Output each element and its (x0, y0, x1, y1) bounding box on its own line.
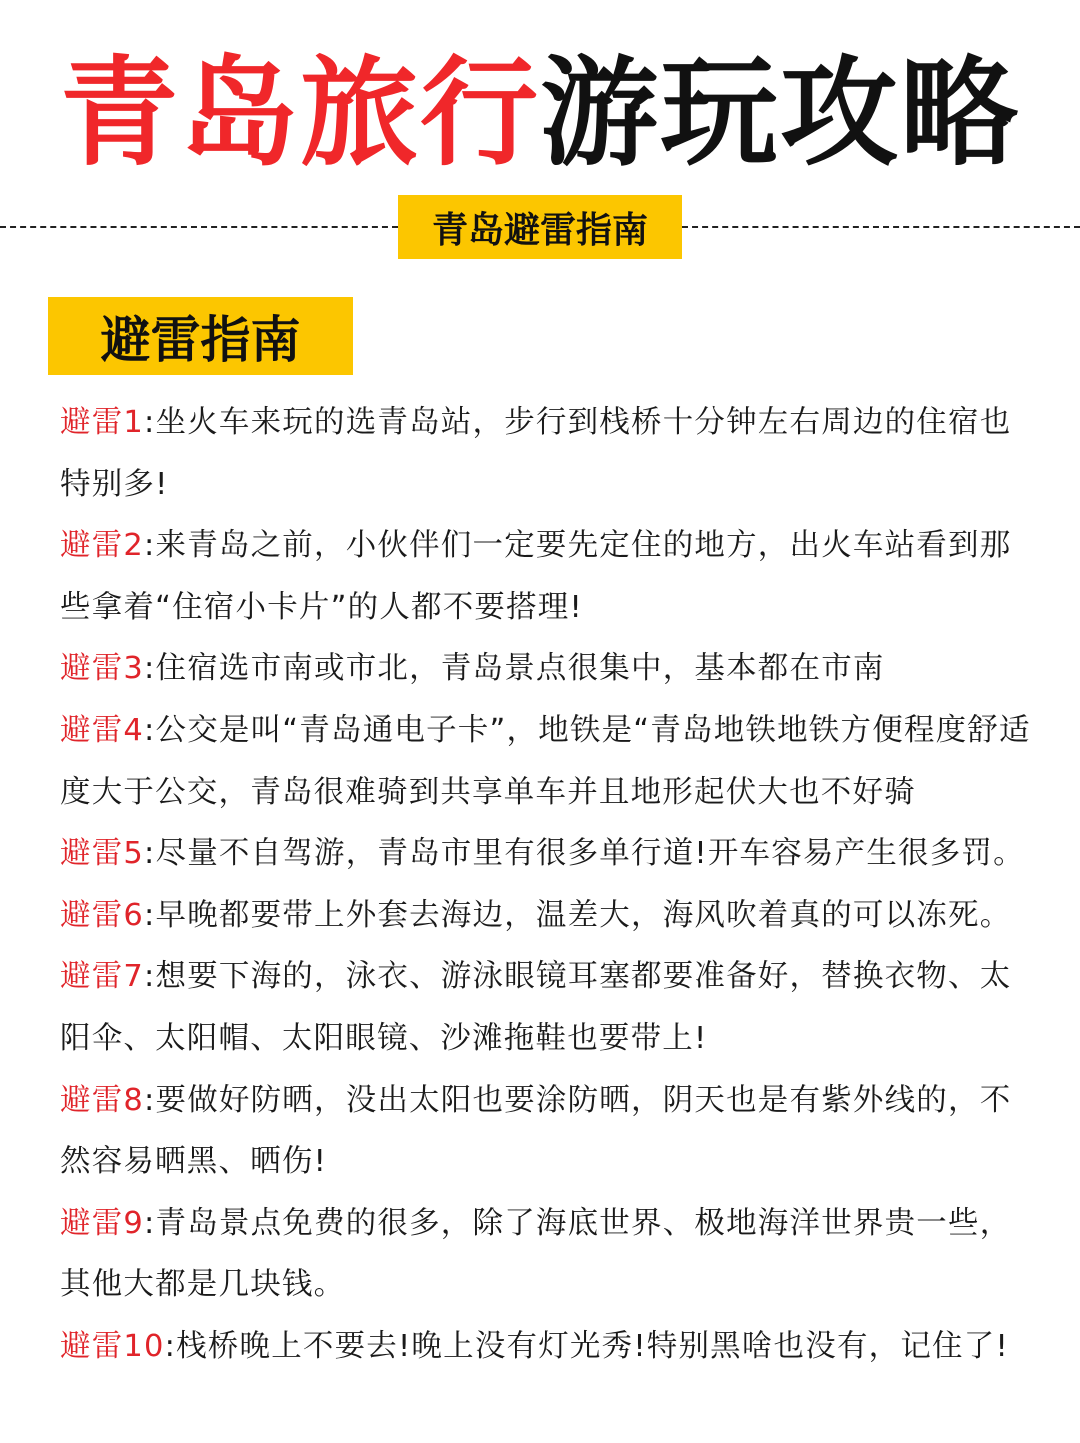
tip-label: 避雷9 (60, 1205, 145, 1241)
tip-text: :公交是叫“青岛通电子卡”，地铁是“青岛地铁地铁方便程度舒适度大于公交，青岛很难骑到共享单车并且地形起伏大也不好骑 (60, 712, 1031, 810)
subtitle-text: 青岛避雷指南 (431, 209, 648, 251)
section-heading-text: 避雷指南 (100, 311, 301, 369)
tip-item (60, 392, 1035, 515)
tip-item (60, 885, 1035, 947)
page-title (0, 44, 1080, 182)
tip-text: :青岛景点免费的很多，除了海底世界、极地海洋世界贵一些，其他大都是几块钱。 (60, 1205, 1012, 1303)
tip-text: :想要下海的，泳衣、游泳眼镜耳塞都要准备好，替换衣物、太阳伞、太阳帽、太阳眼镜、沙滩拖鞋也要带上! (60, 959, 1012, 1056)
tip-item (60, 1193, 1035, 1316)
tip-text: :要做好防晒，没出太阳也要涂防晒，阴天也是有紫外线的，不然容易晒黑、晒伤! (60, 1082, 1012, 1180)
divider-left (0, 226, 398, 228)
tip-text: :来青岛之前，小伙伴们一定要先定住的地方，出火车站看到那些拿着“住宿小卡片”的人都不要搭理! (60, 528, 1012, 625)
subtitle-banner (398, 195, 682, 259)
tip-item (60, 700, 1035, 823)
tip-label: 避雷1 (60, 405, 145, 440)
divider-right (682, 226, 1080, 228)
tip-item (60, 1316, 1035, 1378)
tip-label: 避雷6 (60, 897, 145, 933)
tip-label: 避雷7 (60, 959, 145, 995)
tip-label: 避雷4 (60, 712, 145, 748)
title-red-part: 青岛旅行 (59, 44, 540, 182)
tip-item (60, 515, 1035, 638)
tip-label: 避雷10 (60, 1328, 165, 1364)
tip-text: :坐火车来玩的选青岛站，步行到栈桥十分钟左右周边的住宿也特别多! (60, 405, 1012, 502)
tip-item (60, 946, 1035, 1069)
tip-item (60, 823, 1035, 885)
tip-text: :尽量不自驾游，青岛市里有很多单行道!开车容易产生很多罚。 (144, 836, 1025, 872)
tip-label: 避雷5 (60, 836, 145, 872)
tips-list (60, 392, 1035, 1378)
tip-text: :早晚都要带上外套去海边，温差大，海风吹着真的可以冻死。 (144, 897, 1012, 933)
tip-label: 避雷3 (60, 651, 145, 687)
section-heading-banner (48, 297, 353, 375)
tip-label: 避雷8 (60, 1082, 145, 1118)
title-black-part: 游玩攻略 (540, 44, 1021, 182)
tip-label: 避雷2 (60, 528, 145, 564)
tip-item (60, 1070, 1035, 1193)
tip-text: :栈桥晚上不要去!晚上没有灯光秀!特别黑啥也没有，记住了! (164, 1328, 1009, 1364)
tip-text: :住宿选市南或市北，青岛景点很集中，基本都在市南 (144, 651, 885, 687)
tip-item (60, 638, 1035, 700)
